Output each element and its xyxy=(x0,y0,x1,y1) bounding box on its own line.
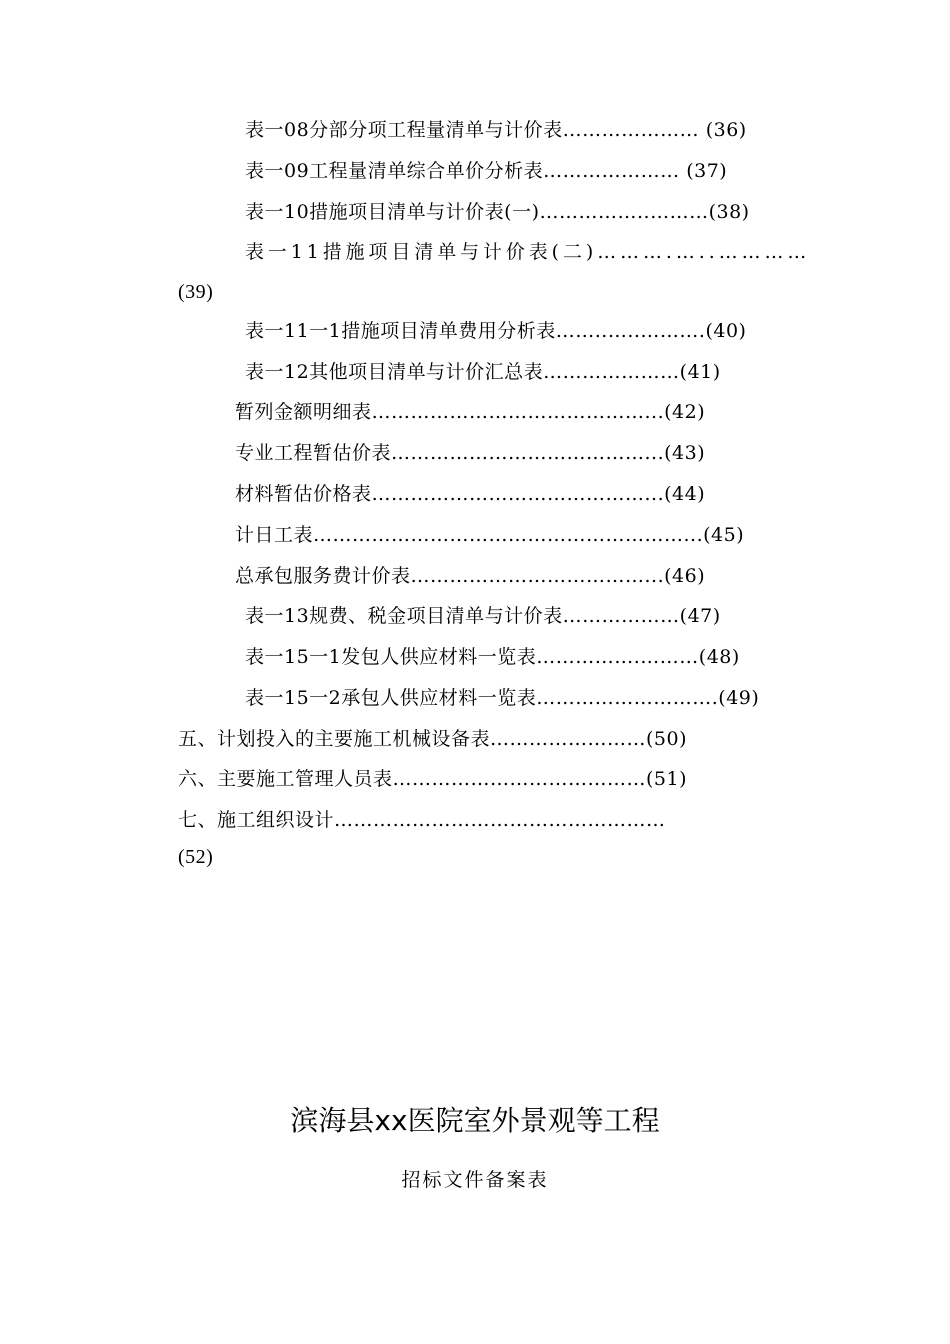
toc-entry: 专业工程暂估价表…………………………………...(43) xyxy=(235,442,706,464)
toc-entry: 计日工表…………………………………………………...(45) xyxy=(235,524,745,546)
toc-entry: 表一13规费、税金项目清单与计价表………………(47) xyxy=(245,605,721,627)
toc-entry: 表一10措施项目清单与计价表(一)……………..………(38) xyxy=(245,201,750,223)
toc-entry: 暂列金额明细表……………………………………...(42) xyxy=(235,401,706,423)
toc-entry: 表一09工程量清单综合单价分析表………………… (37) xyxy=(245,160,728,182)
document-title: 滨海县xx医院室外景观等工程 xyxy=(290,1104,660,1137)
document-subtitle: 招标文件备案表 xyxy=(401,1169,549,1191)
toc-entry: 表一11措施项目清单与计价表(二)……….…..………… xyxy=(245,241,811,263)
toc-entry: 材料暂估价格表……………………………………...(44) xyxy=(235,483,706,505)
toc-entry: 表一15一1发包人供应材料一览表…………….………(48) xyxy=(245,646,740,668)
toc-entry: 表一11一1措施项目清单费用分析表……..…..……….(40) xyxy=(245,320,747,342)
toc-entry: 表一08分部分项工程量清单与计价表………………… (36) xyxy=(245,119,747,141)
toc-entry: 七、施工组织设计…………………………………………… xyxy=(178,809,666,831)
toc-entry: 总承包服务费计价表………………………………...(46) xyxy=(235,565,706,587)
toc-entry: 五、计划投入的主要施工机械设备表……………………(50) xyxy=(178,728,688,750)
toc-entry: 六、主要施工管理人员表…………………………………(51) xyxy=(178,768,688,790)
toc-page-number: (52) xyxy=(178,846,214,868)
toc-page-number: (39) xyxy=(178,281,214,303)
toc-entry: 表一12其他项目清单与计价汇总表…………………(41) xyxy=(245,361,721,383)
toc-entry: 表一15一2承包人供应材料一览表……………………….(49) xyxy=(245,687,760,709)
